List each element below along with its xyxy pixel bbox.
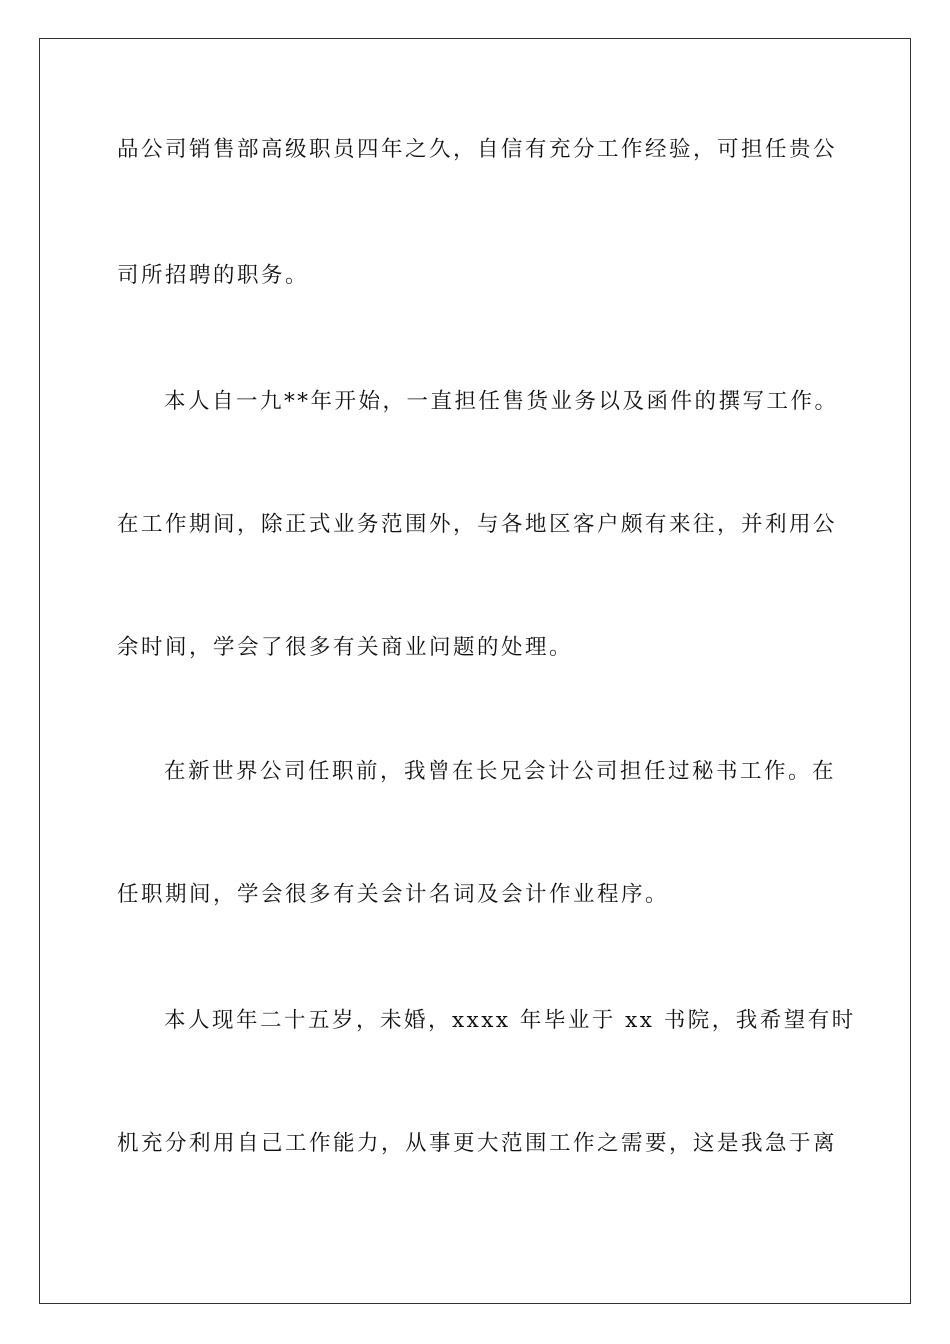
- text-line-5: 余时间，学会了很多有关商业问题的处理。: [117, 635, 574, 660]
- text-line-7: 任职期间，学会很多有关会计名词及会计作业程序。: [117, 882, 670, 907]
- text-line-1: 品公司销售部高级职员四年之久，自信有充分工作经验，可担任贵公: [117, 137, 838, 162]
- text-line-4: 在工作期间，除正式业务范围外，与各地区客户颇有来往，并利用公: [117, 512, 838, 537]
- text-line-6: 在新世界公司任职前，我曾在长兄会计公司担任过秘书工作。在: [164, 759, 837, 784]
- page-border: [39, 38, 911, 1304]
- text-line-9: 机充分利用自己工作能力，从事更大范围工作之需要，这是我急于离: [117, 1131, 838, 1156]
- text-line-8: 本人现年二十五岁，未婚，xxxx 年毕业于 xx 书院，我希望有时: [164, 1008, 856, 1033]
- text-line-3: 本人自一九**年开始，一直担任售货业务以及函件的撰写工作。: [164, 389, 839, 414]
- text-line-2: 司所招聘的职务。: [117, 263, 310, 288]
